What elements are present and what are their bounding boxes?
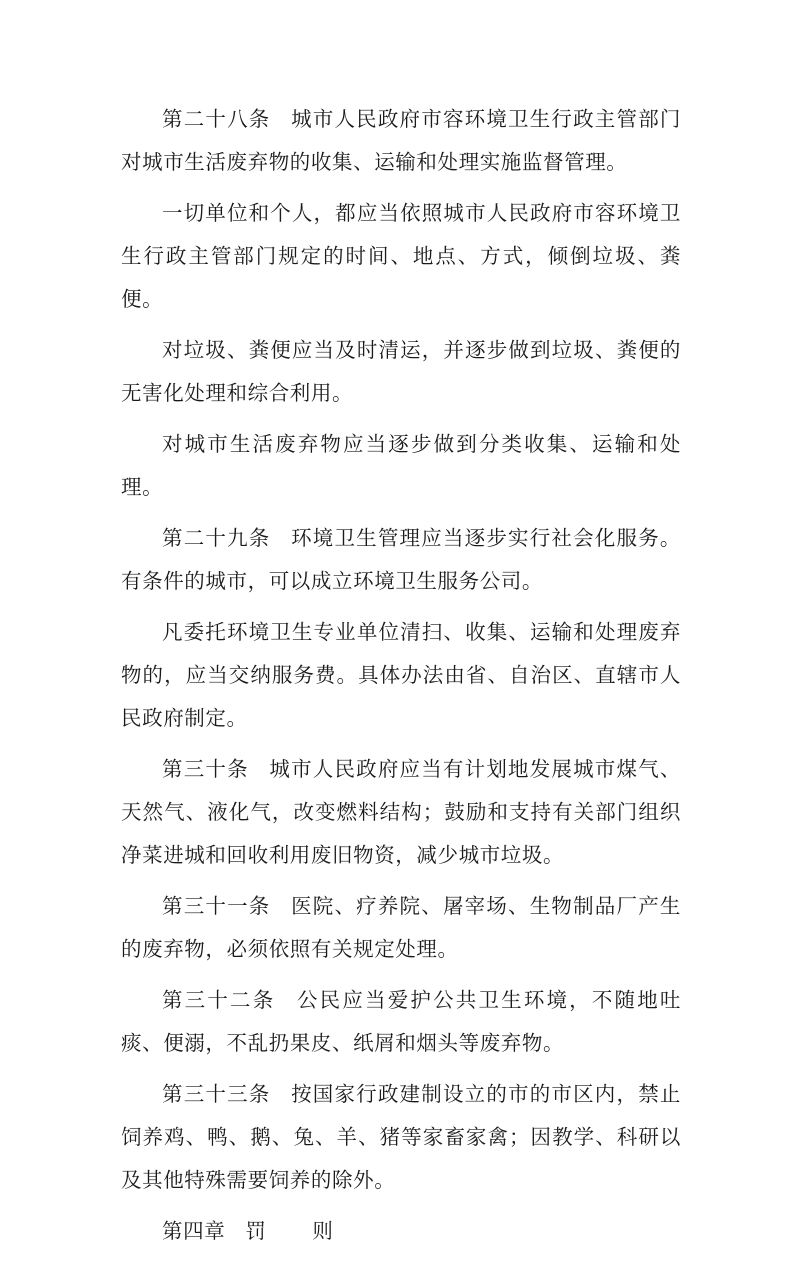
article-29 <box>121 517 681 603</box>
chapter-title-part2: 则 <box>312 1219 334 1243</box>
chapter-number: 第四章 <box>162 1219 226 1243</box>
paragraph-text: 对城市生活废弃物应当逐步做到分类收集、运输和处理。 <box>121 432 681 499</box>
paragraph <box>121 329 681 415</box>
article-text: 按国家行政建制设立的市的市区内，禁止饲养鸡、鸭、鹅、兔、羊、猪等家畜家禽；因教学、科研以及其他特殊需要饲养的除外。 <box>121 1082 681 1192</box>
paragraph <box>121 423 681 509</box>
chapter-heading <box>121 1210 681 1253</box>
article-28 <box>121 98 681 184</box>
article-text: 城市人民政府市容环境卫生行政主管部门对城市生活废弃物的收集、运输和处理实施监督管理。 <box>121 107 681 174</box>
article-number: 第二十九条 <box>162 526 271 550</box>
article-32 <box>121 979 681 1065</box>
article-number: 第二十八条 <box>162 107 271 131</box>
article-number: 第三十三条 <box>162 1082 271 1106</box>
article-33 <box>121 1073 681 1202</box>
article-text: 城市人民政府应当有计划地发展城市煤气、天然气、液化气，改变燃料结构；鼓励和支持有关部门组织净菜进城和回收利用废旧物资，减少城市垃圾。 <box>121 757 681 867</box>
article-31 <box>121 885 681 971</box>
chapter-title-part1: 罚 <box>245 1219 267 1243</box>
paragraph-text: 凡委托环境卫生专业单位清扫、收集、运输和处理废弃物的，应当交纳服务费。具体办法由省、自治区、直辖市人民政府制定。 <box>121 620 681 730</box>
paragraph-text: 一切单位和个人，都应当依照城市人民政府市容环境卫生行政主管部门规定的时间、地点、方式，倾倒垃圾、粪便。 <box>121 201 681 311</box>
paragraph-text: 对垃圾、粪便应当及时清运，并逐步做到垃圾、粪便的无害化处理和综合利用。 <box>121 338 681 405</box>
article-number: 第三十条 <box>162 757 249 781</box>
article-text: 公民应当爱护公共卫生环境，不随地吐痰、便溺，不乱扔果皮、纸屑和烟头等废弃物。 <box>121 988 682 1055</box>
document-page <box>121 98 681 1261</box>
article-text: 医院、疗养院、屠宰场、生物制品厂产生的废弃物，必须依照有关规定处理。 <box>121 894 681 961</box>
paragraph <box>121 611 681 740</box>
article-30 <box>121 748 681 877</box>
article-text: 环境卫生管理应当逐步实行社会化服务。有条件的城市，可以成立环境卫生服务公司。 <box>121 526 681 593</box>
paragraph <box>121 192 681 321</box>
article-number: 第三十二条 <box>162 988 276 1012</box>
article-number: 第三十一条 <box>162 894 271 918</box>
